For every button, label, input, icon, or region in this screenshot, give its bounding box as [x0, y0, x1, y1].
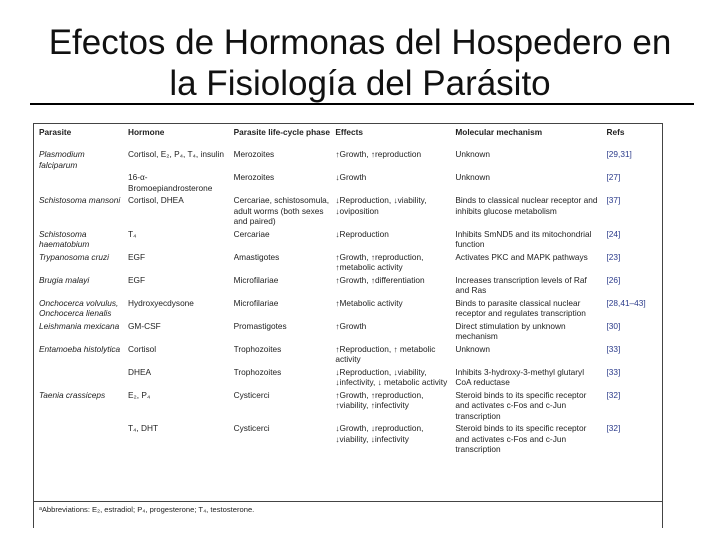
cell-molecular-mechanism: Inhibits SmND5 and its mitochondrial function: [455, 228, 592, 249]
slide-title-line-2: la Fisiología del Parásito: [169, 64, 551, 103]
cell-refs: [37]: [606, 195, 621, 205]
cell-effects: ↓Growth: [335, 172, 367, 182]
cell-hormone: Cortisol: [127, 343, 157, 354]
cell-molecular-mechanism: Unknown: [455, 172, 490, 182]
cell-refs: [32]: [606, 389, 621, 400]
cell-hormone: EGF: [127, 251, 146, 262]
cell-hormone: GM-CSF: [127, 320, 161, 331]
table-row: [39, 275, 663, 298]
cell-life-cycle-phase: Cercariae: [233, 228, 270, 239]
slide-title-line-1: Efectos de Hormonas del Hospedero en: [48, 23, 672, 62]
cell-molecular-mechanism: Steroid binds to its specific receptor and activates c-Fos and c-Jun transcription: [455, 423, 587, 454]
cell-molecular-mechanism: Increases transcription levels of Raf and Ras: [455, 274, 587, 295]
cell-refs: [28,41–43]: [606, 297, 646, 308]
slide-title: [0, 22, 720, 104]
cell-hormone: 16-α-Bromoepiandrosterone: [127, 172, 213, 193]
cell-molecular-mechanism: Binds to parasite classical nuclear receptor and regulates transcription: [455, 297, 586, 318]
header-refs: Refs: [606, 127, 625, 137]
cell-life-cycle-phase: Trophozoites: [233, 343, 282, 354]
cell-parasite: Onchocerca volvulus, Onchocerca lienalis: [39, 297, 119, 318]
cell-effects: ↓Reproduction, ↓viability, ↓infectivity, ↓ metabolic activity: [335, 366, 448, 387]
cell-parasite: Entamoeba histolytica: [39, 343, 121, 354]
cell-refs: [33]: [606, 343, 621, 354]
cell-refs: [27]: [606, 172, 621, 182]
cell-molecular-mechanism: Activates PKC and MAPK pathways: [455, 251, 588, 262]
cell-effects: ↓Reproduction: [335, 228, 389, 239]
table-row: [39, 390, 663, 424]
cell-parasite: Schistosoma mansoni: [39, 195, 121, 205]
cell-parasite: [39, 423, 128, 457]
cell-parasite: Brugia malayi: [39, 274, 90, 285]
table-row: [39, 344, 663, 367]
cell-hormone: DHEA: [127, 366, 152, 377]
cell-effects: ↑Metabolic activity: [335, 297, 403, 308]
header-life-cycle-phase: Parasite life-cycle phase: [233, 127, 331, 137]
header-effects: Effects: [335, 127, 364, 137]
cell-effects: ↓Reproduction, ↓viability, ↓oviposition: [335, 195, 427, 216]
cell-parasite: Leishmania mexicana: [39, 320, 120, 331]
cell-life-cycle-phase: Microfilariae: [233, 297, 279, 308]
header-molecular-mechanism: Molecular mechanism: [455, 127, 543, 137]
table-row: [39, 423, 663, 457]
cell-life-cycle-phase: Cysticerci: [233, 423, 270, 433]
table-row: [39, 298, 663, 321]
cell-parasite: [39, 172, 128, 195]
cell-hormone: Cortisol, DHEA: [127, 195, 184, 205]
cell-parasite: Schistosoma haematobium: [39, 228, 90, 249]
cell-molecular-mechanism: Steroid binds to its specific receptor and activates c-Fos and c-Jun transcription: [455, 389, 587, 421]
cell-hormone: Cortisol, E₂, P₄, T₄, insulin: [127, 149, 225, 159]
cell-life-cycle-phase: Promastigotes: [233, 320, 287, 331]
cell-life-cycle-phase: Trophozoites: [233, 366, 282, 377]
cell-effects: ↓Growth, ↓reproduction, ↓viability, ↓infectivity: [335, 423, 424, 444]
table-header-row: [39, 123, 663, 149]
cell-life-cycle-phase: Cysticerci: [233, 389, 270, 400]
cell-parasite: Plasmodium falciparum: [39, 149, 85, 170]
cell-refs: [24]: [606, 228, 621, 239]
cell-parasite: [39, 367, 128, 390]
cell-molecular-mechanism: Direct stimulation by unknown mechanism: [455, 320, 566, 341]
cell-life-cycle-phase: Merozoites: [233, 149, 275, 159]
cell-refs: [33]: [606, 366, 621, 377]
cell-life-cycle-phase: Microfilariae: [233, 274, 279, 285]
table-row: [39, 367, 663, 390]
header-hormone: Hormone: [127, 127, 165, 137]
table-bottom-rule: [33, 501, 663, 502]
cell-effects: ↑Reproduction, ↑ metabolic activity: [335, 343, 436, 364]
cell-refs: [32]: [606, 423, 621, 433]
cell-hormone: E₂, P₄: [127, 389, 151, 400]
cell-hormone: T₄: [127, 228, 137, 239]
table-row: [39, 172, 663, 195]
table-row: [39, 252, 663, 275]
cell-refs: [30]: [606, 320, 621, 331]
table-row: [39, 149, 663, 172]
cell-parasite: Taenia crassiceps: [39, 389, 106, 400]
cell-hormone: T₄, DHT: [127, 423, 159, 433]
cell-molecular-mechanism: Unknown: [455, 149, 490, 159]
cell-life-cycle-phase: Merozoites: [233, 172, 275, 182]
table-body: [39, 149, 663, 457]
table-left-border: [33, 123, 34, 528]
cell-effects: ↑Growth, ↑reproduction: [335, 149, 422, 159]
cell-parasite: Trypanosoma cruzi: [39, 251, 109, 262]
cell-hormone: Hydroxyecdysone: [127, 297, 194, 308]
cell-hormone: EGF: [127, 274, 146, 285]
table-figure: [33, 123, 663, 528]
cell-molecular-mechanism: Inhibits 3-hydroxy-3-methyl glutaryl CoA reductase: [455, 366, 585, 387]
cell-effects: ↑Growth, ↑reproduction, ↑metabolic activity: [335, 251, 424, 272]
table-row: [39, 195, 663, 229]
hormone-effects-table: [39, 123, 663, 457]
cell-life-cycle-phase: Amastigotes: [233, 251, 280, 262]
cell-refs: [23]: [606, 251, 621, 262]
cell-effects: ↑Growth, ↑differentiation: [335, 274, 425, 285]
cell-effects: ↑Growth: [335, 320, 367, 331]
cell-molecular-mechanism: Unknown: [455, 343, 490, 354]
cell-effects: ↑Growth, ↑reproduction, ↑viability, ↑infectivity: [335, 389, 424, 410]
cell-life-cycle-phase: Cercariae, schistosomula, adult worms (both sexes and paired): [233, 195, 330, 226]
header-parasite: Parasite: [39, 127, 72, 137]
table-row: [39, 321, 663, 344]
table-row: [39, 229, 663, 252]
title-underline: [30, 103, 694, 105]
cell-molecular-mechanism: Binds to classical nuclear receptor and inhibits glucose metabolism: [455, 195, 598, 216]
cell-refs: [26]: [606, 274, 621, 285]
cell-refs: [29,31]: [606, 149, 632, 159]
table-footnote: ᵃAbbreviations: E₂, estradiol; P₄, progesterone; T₄, testosterone.: [39, 505, 255, 514]
